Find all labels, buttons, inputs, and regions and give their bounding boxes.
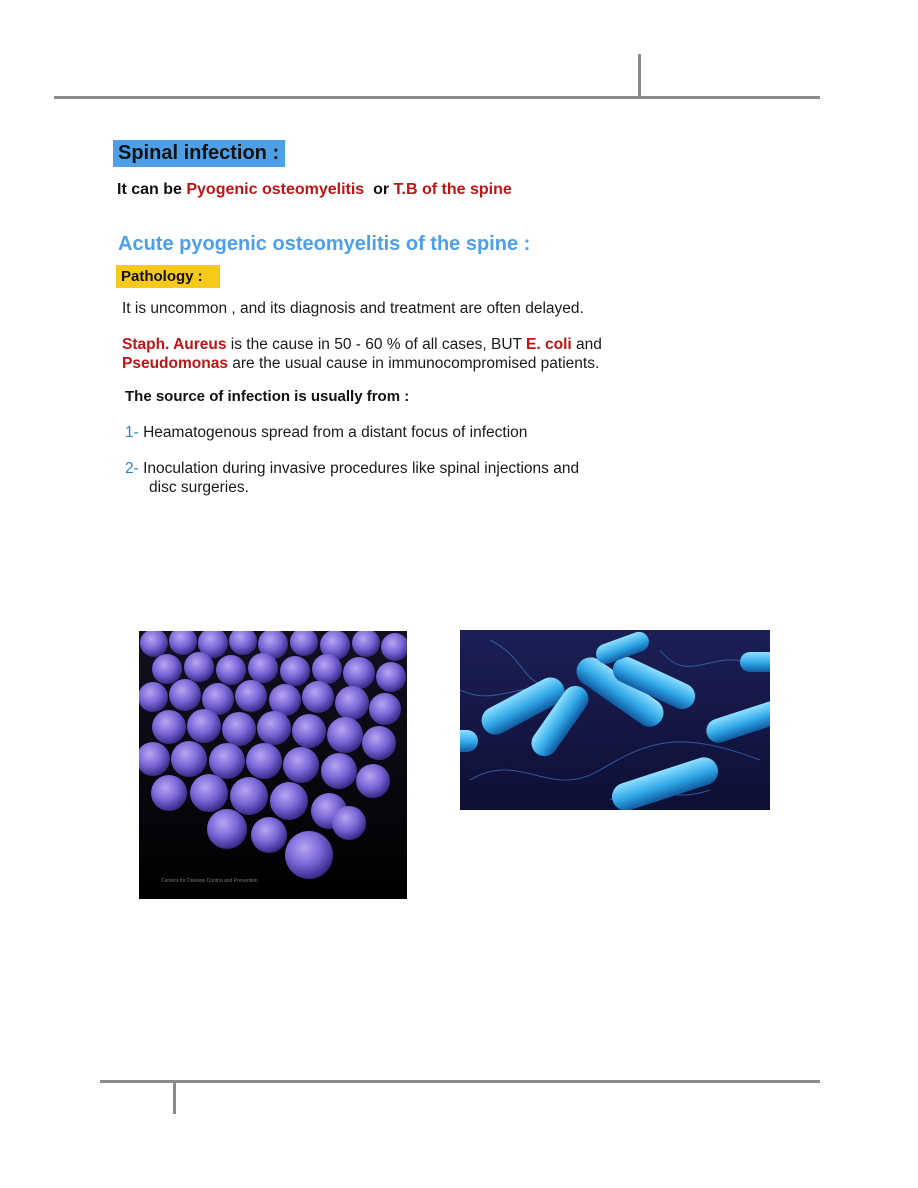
- paragraph-uncommon: It is uncommon , and its diagnosis and treatment are often delayed.: [122, 300, 584, 317]
- footer-divider: [173, 1082, 176, 1114]
- causes-text2: and: [571, 336, 602, 353]
- pseudomonas: Pseudomonas: [122, 355, 228, 372]
- intro-tb: T.B of the spine: [393, 181, 512, 198]
- source-number-2: 2-: [125, 460, 139, 477]
- staphylococcus-image: [139, 631, 407, 899]
- header-divider: [638, 54, 641, 98]
- source-item-1: [125, 423, 527, 442]
- header-rule: [54, 96, 820, 99]
- intro-prefix: It can be: [117, 181, 187, 198]
- subtitle: Acute pyogenic osteomyelitis of the spine :: [118, 233, 531, 255]
- source-heading: The source of infection is usually from :: [125, 388, 410, 405]
- footer-rule: [100, 1080, 820, 1083]
- intro-middle: or: [364, 181, 394, 198]
- intro-line: [117, 181, 512, 199]
- paragraph-causes-line1: [122, 335, 802, 354]
- paragraph-causes-line2: [122, 354, 802, 373]
- pathology-label: Pathology :: [116, 265, 220, 288]
- source-text-2-cont: disc surgeries.: [149, 479, 249, 496]
- e-coli-image: [460, 630, 770, 810]
- bacilli-illustration: [460, 630, 770, 810]
- e-coli: E. coli: [526, 336, 572, 353]
- section-title: Spinal infection :: [113, 140, 285, 167]
- source-text-1: Heamatogenous spread from a distant focus of infection: [143, 424, 528, 441]
- causes-text3: are the usual cause in immunocompromised patients.: [227, 355, 600, 372]
- cocci-illustration: [139, 631, 407, 899]
- staph-aureus: Staph. Aureus: [122, 336, 227, 353]
- causes-text1: is the cause in 50 - 60 % of all cases, BUT: [226, 336, 527, 353]
- paragraph-causes: [122, 335, 802, 373]
- source-number-1: 1-: [125, 424, 139, 441]
- intro-pyogenic: Pyogenic osteomyelitis: [186, 181, 365, 198]
- source-text-2: Inoculation during invasive procedures like spinal injections and: [143, 460, 580, 477]
- cocci-caption: Centers for Disease Control and Prevention: [161, 878, 258, 884]
- source-item-2: [125, 459, 579, 497]
